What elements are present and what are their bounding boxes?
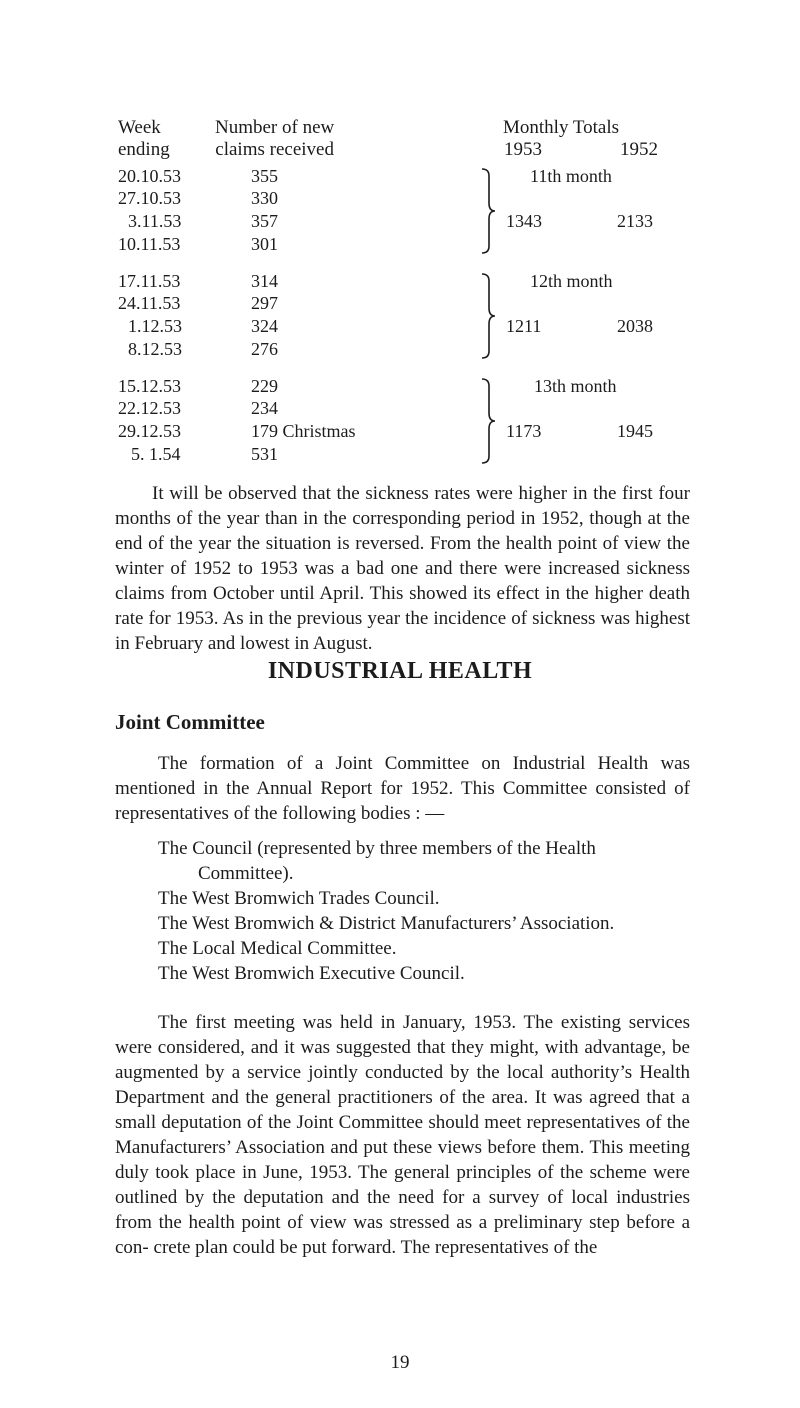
list-item-text: The Council (represented by three members of the Health	[158, 838, 596, 859]
table-row	[128, 210, 181, 232]
list-item-text: The West Bromwich Trades Council.	[158, 888, 440, 909]
month-label: 12th month	[530, 271, 613, 291]
page-number: 19	[390, 1352, 410, 1373]
table-row	[131, 443, 181, 465]
month-label: 13th month	[534, 376, 617, 396]
week-cell: 3.11.53	[128, 211, 182, 231]
week-cell: 22.12.53	[118, 398, 181, 418]
week-header-line2: ending	[118, 139, 170, 160]
list-item	[158, 911, 698, 936]
subsection-heading: Joint Committee	[115, 710, 265, 734]
list-item-text: The Local Medical Committee.	[158, 938, 397, 959]
paragraph-first-meeting: The first meeting was held in January, 1953. The existing services were considered, and it was suggested that they might, with advantage, be augmented by a service jointly conducted by the local authority’s Health Department and the general practitioners of the area. It was agreed that a small deputation of the Joint Committee should meet representatives of the Manufacturers’ Association and put these views before them. This meeting duly took place in June, 1953. The general principles of the scheme were outlined by the deputation and the need for a survey of local industries from the health point of view was stressed as a preliminary step before a con- crete plan could be put forward. The representatives of the	[115, 1012, 690, 1258]
week-cell: 20.10.53	[118, 166, 181, 186]
claims-header-line2: claims received	[215, 139, 334, 160]
total-1953: 1173	[506, 421, 542, 441]
week-cell: 1.12.53	[128, 316, 182, 336]
section-heading: INDUSTRIAL HEALTH	[267, 658, 533, 684]
list-item	[158, 836, 698, 886]
list-item	[158, 886, 698, 911]
table-row	[128, 315, 182, 337]
list-item	[158, 936, 698, 961]
claims-cell: 324	[251, 316, 278, 336]
bodies-list	[158, 836, 698, 986]
claims-header-line1: Number of new	[215, 117, 335, 138]
week-cell: 8.12.53	[128, 339, 182, 359]
year-1952-header: 1952	[620, 139, 658, 160]
total-1952: 2133	[617, 211, 653, 231]
month-label: 11th month	[530, 166, 612, 186]
week-cell: 15.12.53	[118, 376, 181, 396]
list-item-text: The West Bromwich & District Manufacturers’ Association.	[158, 913, 615, 934]
claims-header	[215, 117, 334, 161]
week-cell: 10.11.53	[118, 234, 181, 254]
claims-cell: 179 Christmas	[251, 421, 356, 441]
table-row	[128, 338, 182, 360]
total-1952: 2038	[617, 316, 653, 336]
total-1952: 1945	[617, 421, 653, 441]
total-1953: 1343	[506, 211, 542, 231]
table-row	[118, 233, 180, 255]
table-row	[118, 187, 181, 209]
table-row	[118, 292, 180, 314]
table-row	[118, 165, 181, 187]
brace-icon	[480, 270, 500, 362]
paragraph-sickness-rates: It will be observed that the sickness rates were higher in the first four months of the year than in the corresponding period in 1952, though at the end of the year the situation is reversed. From the health point of view the winter of 1952 to 1953 was a bad one and there were increased sickness claims from October until April. This showed its effect in the higher death rate for 1953. As in the previous year the incidence of sickness was highest in February and lowest in August.	[115, 483, 690, 654]
claims-cell: 301	[251, 234, 278, 254]
paragraph-formation: The formation of a Joint Committee on Industrial Health was mentioned in the Annual Report for 1952. This Committee consisted of representatives of the following bodies : —	[115, 753, 690, 824]
week-cell: 24.11.53	[118, 293, 181, 313]
total-1953: 1211	[506, 316, 542, 336]
claims-cell: 314	[251, 271, 278, 291]
list-item-text: The West Bromwich Executive Council.	[158, 963, 465, 984]
table-row	[118, 375, 181, 397]
claims-cell: 531	[251, 444, 278, 464]
claims-cell: 229	[251, 376, 278, 396]
table-row	[118, 420, 181, 442]
week-header	[118, 117, 170, 161]
week-cell: 29.12.53	[118, 421, 181, 441]
claims-cell: 357	[251, 211, 278, 231]
claims-cell: 355	[251, 166, 278, 186]
week-cell: 17.11.53	[118, 271, 181, 291]
list-item	[158, 961, 698, 986]
week-cell: 27.10.53	[118, 188, 181, 208]
year-1953-header: 1953	[504, 139, 542, 160]
claims-cell: 330	[251, 188, 278, 208]
claims-cell: 276	[251, 339, 278, 359]
week-header-line1: Week	[118, 117, 161, 138]
table-row	[118, 270, 180, 292]
table-row	[118, 397, 181, 419]
brace-icon	[480, 375, 500, 467]
claims-cell: 297	[251, 293, 278, 313]
claims-cell: 234	[251, 398, 278, 418]
monthly-totals-header: Monthly Totals	[503, 117, 620, 138]
list-item-continuation: Committee).	[198, 863, 294, 884]
week-cell: 5. 1.54	[131, 444, 181, 464]
brace-icon	[480, 165, 500, 257]
